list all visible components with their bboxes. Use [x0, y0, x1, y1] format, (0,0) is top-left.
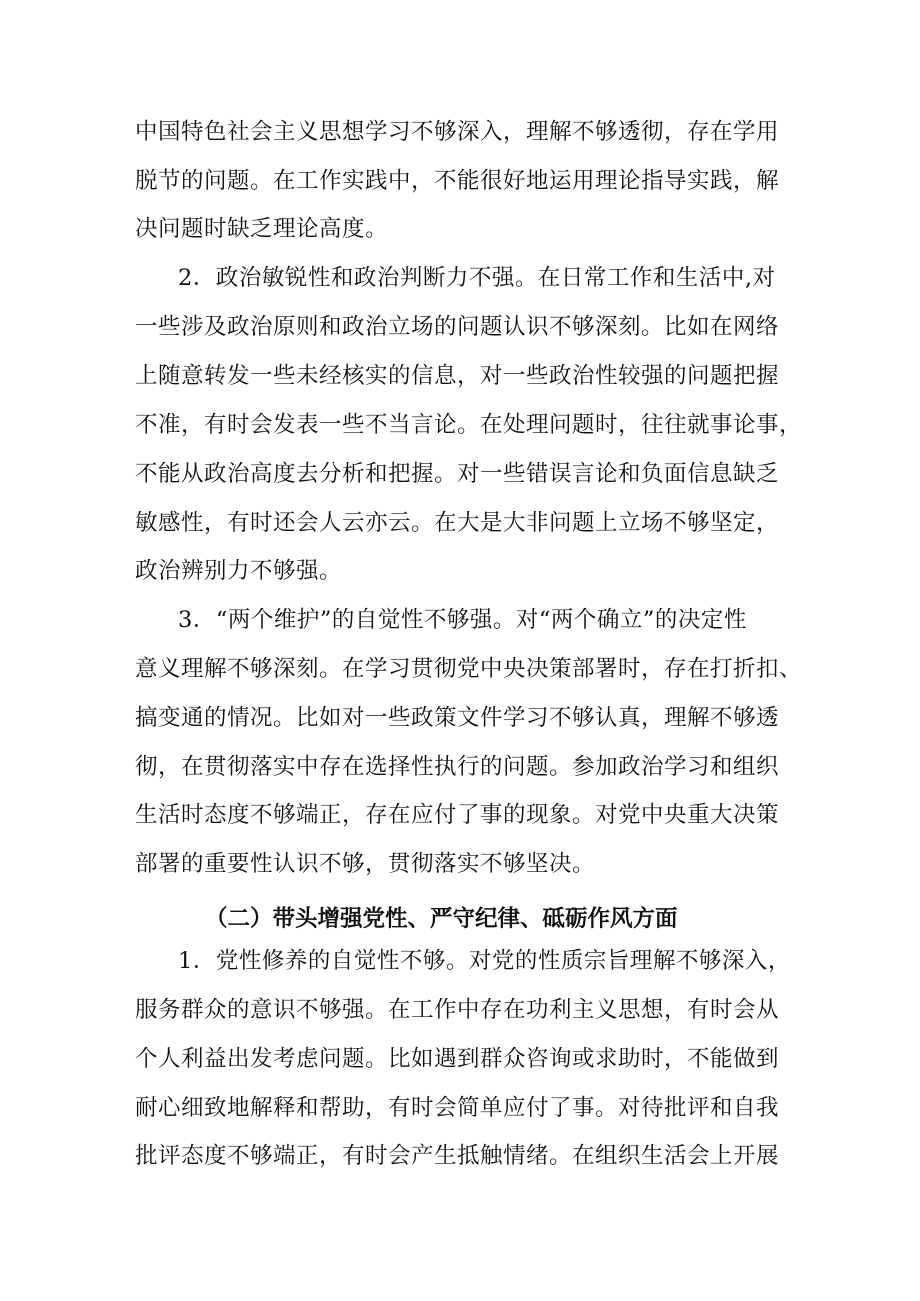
text-line: 不准，有时会发表一些不当言论。在处理问题时，往往就事论事，	[135, 412, 803, 438]
text-line: 3．“两个维护”的自觉性不够强。对“两个确立”的决定性	[178, 607, 747, 633]
text-line: 个人利益出发考虑问题。比如遇到群众咨询或求助时，不能做到	[135, 1046, 780, 1072]
text-line: 一些涉及政治原则和政治立场的问题认识不够深刻。比如在网络	[135, 314, 780, 340]
text-line: 上随意转发一些未经核实的信息，对一些政治性较强的问题把握	[135, 363, 780, 389]
text-line: 批评态度不够端正，有时会产生抵触情绪。在组织生活会上开展	[135, 1143, 780, 1169]
text-line: 不能从政治高度去分析和把握。对一些错误言论和负面信息缺乏	[135, 461, 780, 487]
text-line: 部署的重要性认识不够，贯彻落实不够坚决。	[135, 851, 596, 877]
text-line: 中国特色社会主义思想学习不够深入，理解不够透彻，存在学用	[135, 119, 780, 145]
text-line: 脱节的问题。在工作实践中，不能很好地运用理论指导实践，解	[135, 168, 780, 194]
text-line: 敏感性，有时还会人云亦云。在大是大非问题上立场不够坚定，	[135, 510, 780, 536]
text-line: 耐心细致地解释和帮助，有时会简单应付了事。对待批评和自我	[135, 1095, 780, 1121]
text-line: 彻，在贯彻落实中存在选择性执行的问题。参加政治学习和组织	[135, 754, 780, 780]
text-line: 2．政治敏锐性和政治判断力不强。在日常工作和生活中,对	[178, 265, 776, 291]
text-line: 意义理解不够深刻。在学习贯彻党中央决策部署时，存在打折扣、	[135, 656, 803, 682]
text-line: 政治辨别力不够强。	[135, 558, 343, 584]
text-line: 决问题时缺乏理论高度。	[135, 216, 389, 242]
section-heading: （二）带头增强党性、严守纪律、砥砺作风方面	[205, 906, 678, 932]
text-line: 1．党性修养的自觉性不够。对党的性质宗旨理解不够深入，	[178, 948, 791, 974]
text-line: 搞变通的情况。比如对一些政策文件学习不够认真，理解不够透	[135, 705, 780, 731]
text-line: 服务群众的意识不够强。在工作中存在功利主义思想，有时会从	[135, 997, 780, 1023]
text-line: 生活时态度不够端正，存在应付了事的现象。对党中央重大决策	[135, 802, 780, 828]
